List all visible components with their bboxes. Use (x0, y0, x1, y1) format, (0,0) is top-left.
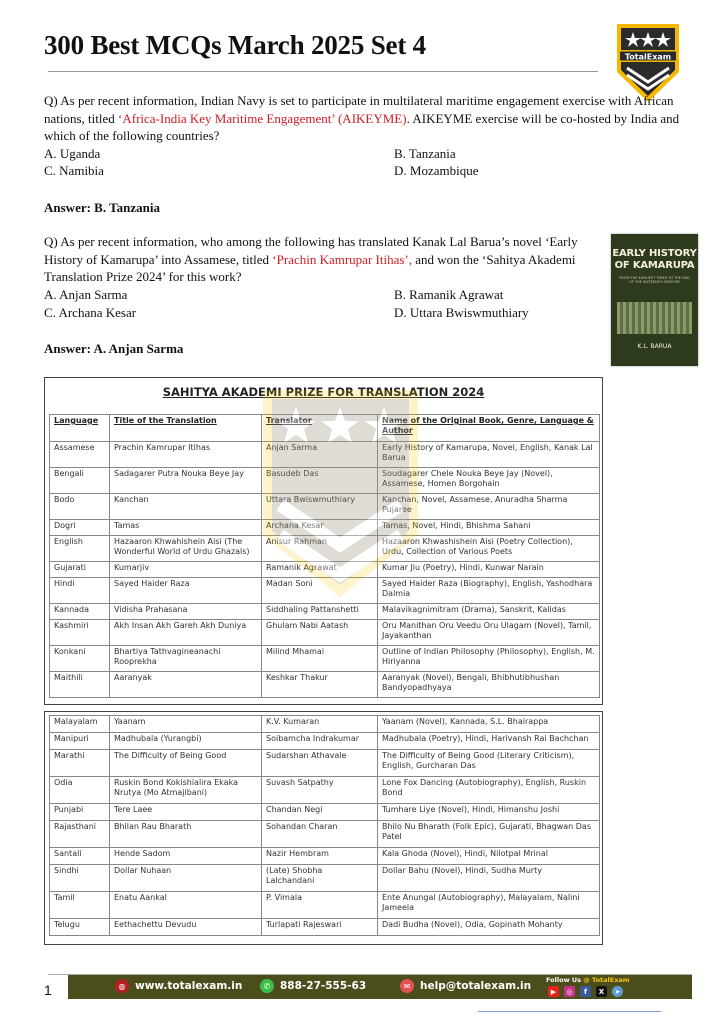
whatsapp-icon: ✆ (260, 979, 274, 993)
cell-translation-title: Yaanam (110, 716, 262, 733)
cell-original-book: Kanchan, Novel, Assamese, Anuradha Sharma Pujaree (378, 494, 600, 520)
table-row (50, 821, 600, 848)
cell-translator: Nazir Hembram (262, 848, 378, 865)
book-author: K.L. BARUA (637, 343, 672, 350)
cell-original-book: Tumhare Liye (Novel), Hindi, Himanshu Joshi (378, 804, 600, 821)
instagram-icon[interactable]: ◎ (564, 986, 575, 997)
cell-translator: Anisur Rahman (262, 536, 378, 562)
cell-original-book: Yaanam (Novel), Kannada, S.L. Bhairappa (378, 716, 600, 733)
cell-translator: Turlapati Rajeswari (262, 919, 378, 936)
cell-language: Tamil (50, 892, 110, 919)
cell-original-book: Kumar Jiu (Poetry), Hindi, Kunwar Narain (378, 562, 600, 578)
cell-translator: Keshkar Thakur (262, 672, 378, 698)
page-number: 1 (44, 982, 52, 998)
cell-translation-title: Sayed Haider Raza (110, 578, 262, 604)
cell-language: English (50, 536, 110, 562)
cell-translator: Anjan Sarma (262, 442, 378, 468)
cell-original-book: Sayed Haider Raza (Biography), English, Yashodhara Dalmia (378, 578, 600, 604)
table-row (50, 750, 600, 777)
cell-original-book: Early History of Kamarupa, Novel, English, Kanak Lal Barua (378, 442, 600, 468)
follow-text: Follow Us (546, 976, 584, 984)
cell-original-book: Dadi Budha (Novel), Odia, Gopinath Mohanty (378, 919, 600, 936)
cell-original-book: Ente Anungal (Autobiography), Malayalam, Nalini Jameela (378, 892, 600, 919)
footer-underline (478, 1011, 661, 1012)
book-title: EARLY HISTORY OF KAMARUPA (612, 248, 697, 271)
cell-language: Assamese (50, 442, 110, 468)
q1-option-b: B. Tanzania (394, 146, 456, 161)
footer-website[interactable] (115, 979, 242, 993)
cell-translation-title: Kanchan (110, 494, 262, 520)
cell-original-book: The Difficulty of Being Good (Literary Criticism), English, Gurcharan Das (378, 750, 600, 777)
cell-translation-title: Enatu Aankal (110, 892, 262, 919)
telegram-icon[interactable]: ➤ (612, 986, 623, 997)
cell-translator: Chandan Negi (262, 804, 378, 821)
cell-translation-title: The Difficulty of Being Good (110, 750, 262, 777)
email-link[interactable]: help@totalexam.in (420, 980, 532, 992)
cell-language: Maithili (50, 672, 110, 698)
table-row (50, 494, 600, 520)
cell-translator: Ghulam Nabi Aatash (262, 620, 378, 646)
cell-language: Malayalam (50, 716, 110, 733)
cell-translation-title: Aaranyak (110, 672, 262, 698)
cell-original-book: Hazaaron Khwashishein Aisi (Poetry Collection), Urdu, Collection of Various Poets (378, 536, 600, 562)
q2-answer: Answer: A. Anjan Sarma (44, 341, 184, 356)
youtube-icon[interactable]: ▶ (548, 986, 559, 997)
cell-language: Gujarati (50, 562, 110, 578)
cell-original-book: Aaranyak (Novel), Bengali, Bhibhutibhushan Bandyopadhyaya (378, 672, 600, 698)
book-subtitle: FROM THE EARLIEST TIMES TO THE END OF THE SIXTEENTH CENTURY (619, 276, 690, 284)
cell-language: Odia (50, 777, 110, 804)
q2-option-a: A. Anjan Sarma (44, 287, 128, 302)
table-row (50, 777, 600, 804)
q2-option-d: D. Uttara Bwiswmuthiary (394, 305, 529, 320)
cell-translator: Siddhaling Pattanshetti (262, 604, 378, 620)
table-row (50, 733, 600, 750)
table-row (50, 646, 600, 672)
table-row (50, 716, 600, 733)
question-2-text: Q) As per recent information, who among the following has translated Kanak Lal Barua’s novel ‘Early History of Kamarupa’ into Assamese, titled (44, 234, 578, 267)
cell-original-book: Oru Manithan Oru Veedu Oru Ulagam (Novel), Tamil, Jayakanthan (378, 620, 600, 646)
q1-option-a: A. Uganda (44, 146, 101, 161)
cell-translator: Basudeb Das (262, 468, 378, 494)
logo-text: TotalExam (624, 52, 672, 62)
q2-option-b: B. Ramanik Agrawat (394, 287, 504, 302)
cell-translation-title: Bhartiya Tathvagineanachi Rooprekha (110, 646, 262, 672)
cell-translation-title: Tere Laee (110, 804, 262, 821)
book-cover-image (611, 234, 698, 366)
cell-translator: Ramanik Agrawat (262, 562, 378, 578)
cell-original-book: Malavikagnimitram (Drama), Sanskrit, Kalidas (378, 604, 600, 620)
cell-translation-title: Dollar Nuhaan (110, 865, 262, 892)
cell-language: Bodo (50, 494, 110, 520)
cell-translation-title: Madhubala (Yurangbi) (110, 733, 262, 750)
question-1-text: Q) As per recent information, Indian Navy is set to participate in multilateral maritime engagement exercise with African nations, titled (44, 93, 674, 126)
header-language: Language (50, 415, 110, 442)
table-row (50, 919, 600, 936)
cell-translator: Suvash Satpathy (262, 777, 378, 804)
footer-bar (68, 975, 692, 999)
cell-translator: Milind Mhamai (262, 646, 378, 672)
q1-option-d: D. Mozambique (394, 163, 479, 178)
globe-icon: ◍ (115, 979, 129, 993)
cell-translator: Archana Kesar (262, 520, 378, 536)
table-row (50, 562, 600, 578)
table-row (50, 672, 600, 698)
cell-language: Kannada (50, 604, 110, 620)
table-row (50, 578, 600, 604)
table-part1 (49, 414, 600, 698)
q1-option-c: C. Namibia (44, 163, 104, 178)
header-original: Name of the Original Book, Genre, Language & Author (378, 415, 600, 442)
cell-translation-title: Ruskin Bond Kokishialira Ekaka Nrutya (Mo Atmajibani) (110, 777, 262, 804)
cell-language: Hindi (50, 578, 110, 604)
cell-original-book: Dollar Bahu (Novel), Hindi, Sudha Murty (378, 865, 600, 892)
question-1-highlight: ‘Africa-India Key Maritime Engagement’ (AIKEYME) (118, 110, 407, 126)
cell-language: Santali (50, 848, 110, 865)
table-row (50, 468, 600, 494)
table-header-row (50, 415, 600, 442)
cell-translation-title: Hazaaron Khwahishein Aisi (The Wonderful World of Urdu Ghazals) (110, 536, 262, 562)
cell-translator: Uttara Bwiswmuthiary (262, 494, 378, 520)
cell-translation-title: Vidisha Prahasana (110, 604, 262, 620)
cell-translation-title: Hende Sadom (110, 848, 262, 865)
mail-icon: ✉ (400, 979, 414, 993)
footer-phone[interactable] (260, 979, 366, 993)
cell-translation-title: Bhilan Rau Bharath (110, 821, 262, 848)
cell-language: Manipuri (50, 733, 110, 750)
title-divider (48, 71, 598, 72)
cell-language: Punjabi (50, 804, 110, 821)
cell-original-book: Madhubala (Poetry), Hindi, Harivansh Rai Bachchan (378, 733, 600, 750)
cell-language: Rajasthani (50, 821, 110, 848)
cell-translator: K.V. Kumaran (262, 716, 378, 733)
cell-original-book: Lone Fox Dancing (Autobiography), English, Ruskin Bond (378, 777, 600, 804)
follow-us-label (546, 976, 630, 984)
social-icons (548, 986, 623, 997)
website-link[interactable]: www.totalexam.in (135, 980, 243, 992)
table-row (50, 848, 600, 865)
cell-language: Dogri (50, 520, 110, 536)
table-title: SAHITYA AKADEMI PRIZE FOR TRANSLATION 2024 (162, 385, 485, 399)
cell-translator: P. Vimala (262, 892, 378, 919)
cell-language: Kashmiri (50, 620, 110, 646)
table-row (50, 620, 600, 646)
table-row (50, 442, 600, 468)
question-2-highlight: ‘Prachin Kamrupar Itihas’, (272, 251, 412, 267)
cell-language: Sindhi (50, 865, 110, 892)
table-row (50, 604, 600, 620)
cell-translation-title: Sadagarer Putra Nouka Beye Jay (110, 468, 262, 494)
table-row (50, 804, 600, 821)
cell-original-book: Soudagarer Chele Nouka Beye Jay (Novel), Assamese, Homen Borgohain (378, 468, 600, 494)
cell-translation-title: Kumarjiv (110, 562, 262, 578)
cell-original-book: Outline of Indian Philosophy (Philosophy), English, M. Hiriyanna (378, 646, 600, 672)
table-row (50, 865, 600, 892)
cell-language: Bengali (50, 468, 110, 494)
cell-original-book: Bhilo Nu Bharath (Folk Epic), Gujarati, Bhagwan Das Patel (378, 821, 600, 848)
q1-answer: Answer: B. Tanzania (44, 200, 160, 215)
cell-translation-title: Eethachettu Devudu (110, 919, 262, 936)
header-translator: Translator (262, 415, 378, 442)
phone-link[interactable]: 888-27-555-63 (280, 980, 367, 992)
cell-translator: Sohandan Charan (262, 821, 378, 848)
question-1-text-end: . AIKEYME exercise will be co-hosted by India and which of the following countries? (44, 110, 680, 143)
facebook-icon[interactable]: f (580, 986, 591, 997)
cell-translator: (Late) Shobha Lalchandani (262, 865, 378, 892)
cell-language: Konkani (50, 646, 110, 672)
translation-prize-table-part2 (44, 711, 603, 945)
cell-translation-title: Akh Insan Akh Gareh Akh Duniya (110, 620, 262, 646)
x-twitter-icon[interactable]: X (596, 986, 607, 997)
cell-language: Telugu (50, 919, 110, 936)
table-row (50, 536, 600, 562)
table-row (50, 892, 600, 919)
cell-original-book: Kala Ghoda (Novel), Hindi, Nilotpal Mrinal (378, 848, 600, 865)
q2-option-c: C. Archana Kesar (44, 305, 137, 320)
question-2-text-end: and won the ‘Sahitya Akademi Translation Prize 2024’ for this work? (44, 251, 576, 284)
table-part2 (49, 715, 600, 936)
cell-translator: Sudarshan Athavale (262, 750, 378, 777)
cell-translation-title: Tamas (110, 520, 262, 536)
cell-original-book: Tamas, Novel, Hindi, Bhishma Sahani (378, 520, 600, 536)
header-title: Title of the Translation (110, 415, 262, 442)
cell-translator: Madan Soni (262, 578, 378, 604)
book-sculpture-image (617, 302, 692, 334)
cell-translator: Soibamcha Indrakumar (262, 733, 378, 750)
cell-language: Marathi (50, 750, 110, 777)
translation-prize-table-part1 (44, 377, 603, 705)
follow-handle: @ TotalExam (583, 976, 630, 984)
table-row (50, 520, 600, 536)
page-title: 300 Best MCQs March 2025 Set 4 (44, 30, 426, 60)
question-2 (44, 233, 597, 286)
footer-email[interactable] (400, 979, 531, 993)
cell-translation-title: Prachin Kamrupar Itihas (110, 442, 262, 468)
question-1 (44, 92, 694, 145)
